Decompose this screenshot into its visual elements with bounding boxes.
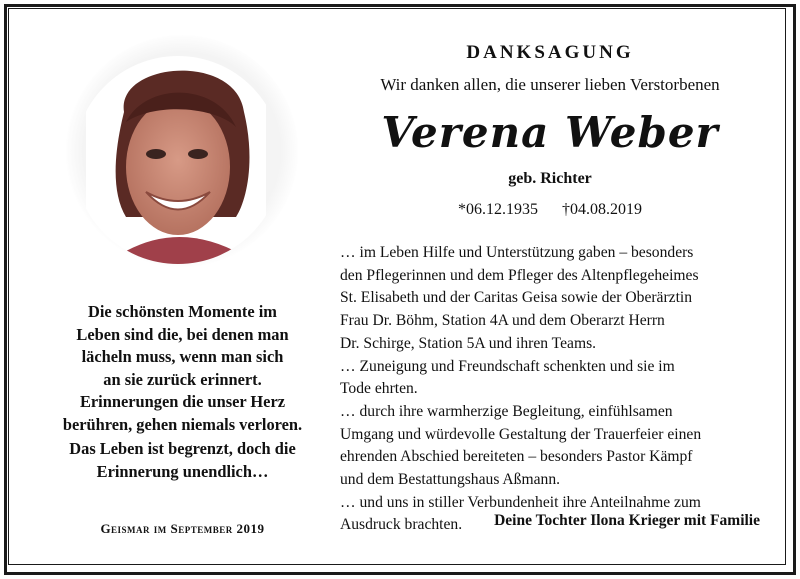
quote-line: Erinnerung unendlich…: [96, 461, 269, 481]
text-line: … im Leben Hilfe und Unterstützung gaben – besonders: [340, 244, 694, 261]
text-line: und dem Bestattungshaus Aßmann.: [340, 471, 561, 489]
intro-line: Wir danken allen, die unserer lieben Verstorbenen: [380, 75, 720, 94]
thanks-text: [340, 242, 770, 537]
quote-line: lächeln muss, wenn man sich: [81, 347, 284, 366]
closing-signature: Deine Tochter Ilona Krieger mit Familie: [494, 512, 760, 529]
text-line: … durch ihre warmherzige Begleitung, einfühlsamen: [340, 402, 673, 420]
quote-paragraph-1: [35, 301, 330, 391]
text-line: den Pflegerinnen und dem Pfleger des Altenpflegeheimes: [340, 266, 699, 284]
text-line: St. Elisabeth und der Caritas Geisa sowie der Oberärztin: [340, 289, 693, 307]
text-line: ehrenden Abschied bereiteten – besonders Pastor Kämpf: [340, 448, 693, 466]
deceased-name: Verena Weber: [381, 108, 719, 157]
life-dates: [330, 201, 770, 219]
quote-line: Die schönsten Momente im: [88, 302, 277, 321]
quote-paragraph-3: [35, 438, 330, 483]
birth-date: *06.12.1935: [458, 201, 538, 218]
place-date: Geismar im September 2019: [100, 521, 265, 536]
text-line: Umgang und würdevolle Gestaltung der Trauerfeier einen: [340, 425, 702, 443]
headline: DANKSAGUNG: [466, 42, 634, 63]
text-line: … Zuneigung und Freundschaft schenkten und sie im: [340, 357, 675, 375]
text-line: Ausdruck brachten.: [340, 516, 463, 534]
quote-line: Leben sind die, bei denen man: [76, 324, 289, 344]
text-line: … und uns in stiller Verbundenheit ihre Anteilnahme zum: [340, 493, 701, 511]
born-name: geb. Richter: [508, 170, 592, 187]
quote-line: Das Leben ist begrenzt, doch die: [69, 439, 296, 458]
text-line: Frau Dr. Böhm, Station 4A und dem Oberarzt Herrn: [340, 312, 665, 330]
text-line: Dr. Schirge, Station 5A und ihren Teams.: [340, 334, 597, 352]
quote-paragraph-2: [35, 391, 330, 436]
portrait-photo: [86, 42, 266, 264]
quote-line: an sie zurück erinnert.: [103, 369, 262, 389]
text-line: Tode ehrten.: [340, 380, 418, 398]
quote-line: berühren, gehen niemals verloren.: [62, 414, 303, 434]
death-date: †04.08.2019: [562, 201, 642, 218]
quote-line: Erinnerungen die unser Herz: [79, 392, 286, 411]
